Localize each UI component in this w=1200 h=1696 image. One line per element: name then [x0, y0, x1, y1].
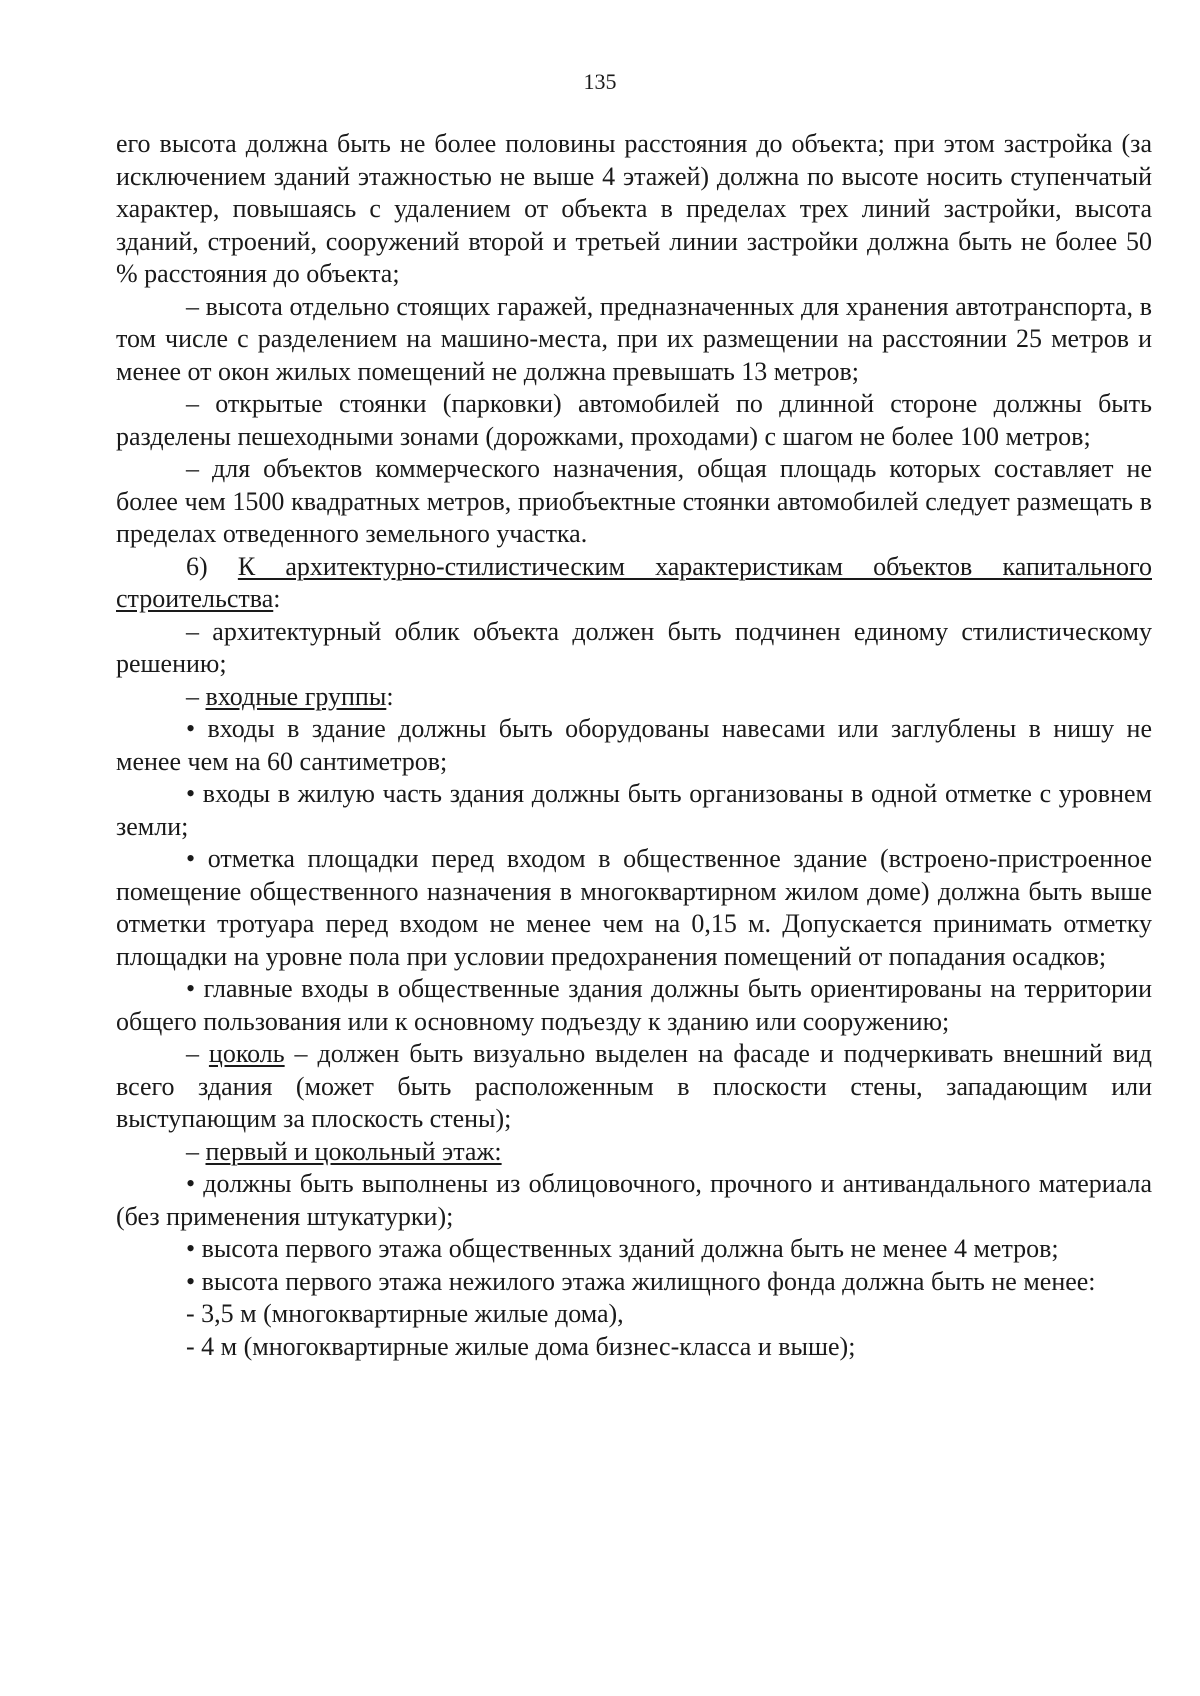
paragraph: – архитектурный облик объекта должен быть подчинен единому стилистическому решению; — [116, 616, 1152, 678]
heading-suffix: : — [273, 584, 281, 613]
subheading-underlined-text: входные группы — [205, 681, 387, 711]
paragraph: его высота должна быть не более половины расстояния до объекта; при этом застройка (за исключением зданий этажностью не выше 4 этажей) должна по высоте носить ступенчатый характер, повышаясь с удалением от объекта в пределах трех линий застройки, высота зданий, строений, сооружений второй и третьей линии застройки должна быть не более 50 % расстояния до объекта; — [116, 129, 1152, 288]
list-item: - 3,5 м (многоквартирные жилые дома), — [186, 1299, 624, 1328]
bullet-item: • высота первого этажа общественных зданий должна быть не менее 4 метров; — [186, 1234, 1059, 1263]
list-item: - 4 м (многоквартирные жилые дома бизнес-класса и выше); — [186, 1331, 856, 1361]
dash-prefix: – — [186, 1039, 209, 1068]
bullet-item: • входы в жилую часть здания должны быть организованы в одной отметке с уровнем земли; — [116, 779, 1152, 841]
bullet-item: • высота первого этажа нежилого этажа жилищного фонда должна быть не менее: — [186, 1266, 1096, 1296]
page-number: 135 — [583, 69, 617, 94]
dash-prefix: – — [186, 681, 206, 711]
paragraph: – открытые стоянки (парковки) автомобилей по длинной стороне должны быть разделены пешеходными зонами (дорожками, проходами) с шагом не более 100 метров; — [116, 389, 1152, 451]
document-body — [116, 128, 1152, 1363]
subheading-underlined-text: цоколь — [208, 1039, 285, 1068]
subheading — [116, 1136, 1152, 1169]
paragraph: – высота отдельно стоящих гаражей, предназначенных для хранения автотранспорта, в том числе с разделением на машино-места, при их размещении на расстоянии 25 метров и менее от окон жилых помещений не должна превышать 13 метров; — [116, 291, 1152, 386]
dash-prefix: – — [186, 1136, 206, 1166]
heading-underlined-text: К архитектурно-стилистическим характеристикам объектов капитального строительства — [116, 551, 1152, 613]
bullet-item: • входы в здание должны быть оборудованы навесами или заглублены в нишу не менее чем на 60 сантиметров; — [116, 714, 1152, 776]
subheading-underlined-text: первый и цокольный этаж: — [205, 1136, 502, 1166]
subheading-suffix: – должен быть визуально выделен на фасаде и подчеркивать внешний вид всего здания (может быть расположенным в плоскости стены, западающим или выступающим за плоскость стены); — [116, 1039, 1153, 1133]
subheading — [116, 1038, 1152, 1136]
subheading — [116, 681, 1152, 714]
bullet-item: • главные входы в общественные здания должны быть ориентированы на территории общего пользования или к основному подъезду к зданию или сооружению; — [116, 974, 1152, 1036]
subheading-suffix: : — [386, 681, 394, 711]
section-heading — [116, 551, 1152, 616]
paragraph: – для объектов коммерческого назначения, общая площадь которых составляет не более чем 1500 квадратных метров, приобъектные стоянки автомобилей следует размещать в пределах отведенного земельного участка. — [116, 454, 1152, 548]
heading-number: 6) — [186, 551, 238, 581]
bullet-item: • должны быть выполнены из облицовочного, прочного и антивандального материала (без применения штукатурки); — [116, 1169, 1152, 1231]
bullet-item: • отметка площадки перед входом в общественное здание (встроено-пристроенное помещение общественного назначения в многоквартирном жилом доме) должна быть выше отметки тротуара перед входом не менее чем на 0,15 м. Допускается принимать отметку площадки на уровне пола при условии предохранения помещений от попадания осадков; — [116, 844, 1152, 971]
